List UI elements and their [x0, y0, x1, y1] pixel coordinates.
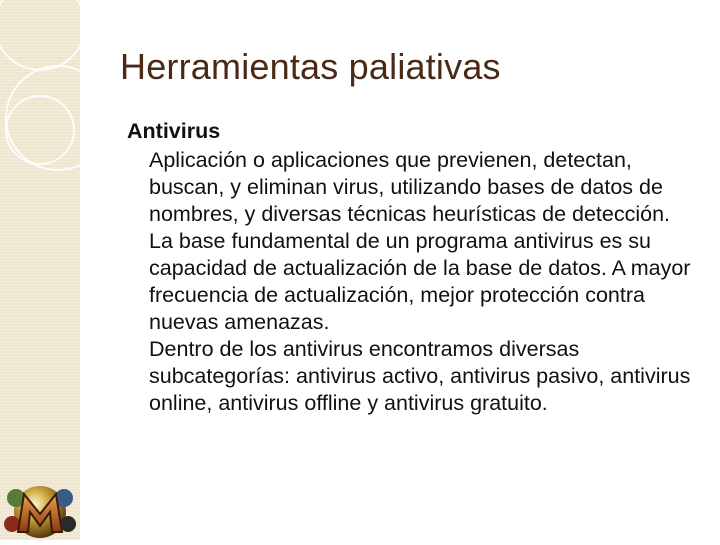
slide-body [127, 118, 707, 417]
paragraph-update: La base fundamental de un programa antivirus es su capacidad de actualización de la base de datos. A mayor frecuencia de actualización, mejor protección contra nuevas amenazas. [149, 229, 691, 334]
decorative-circles-icon [0, 0, 80, 540]
slide-title: Herramientas paliativas [120, 46, 501, 87]
decorative-side-band [0, 0, 80, 540]
section-heading: Antivirus [127, 119, 221, 143]
paragraph-subcategories: Dentro de los antivirus encontramos diversas subcategorías: antivirus activo, antivirus pasivo, antivirus online, antivirus offline y antivirus gratuito. [149, 337, 691, 415]
m-letter-logo-icon [2, 476, 78, 540]
paragraph-definition: Aplicación o aplicaciones que previenen, detectan, buscan, y eliminan virus, utilizando bases de datos de nombres, y diversas técnicas heurísticas de detección. [149, 148, 671, 226]
